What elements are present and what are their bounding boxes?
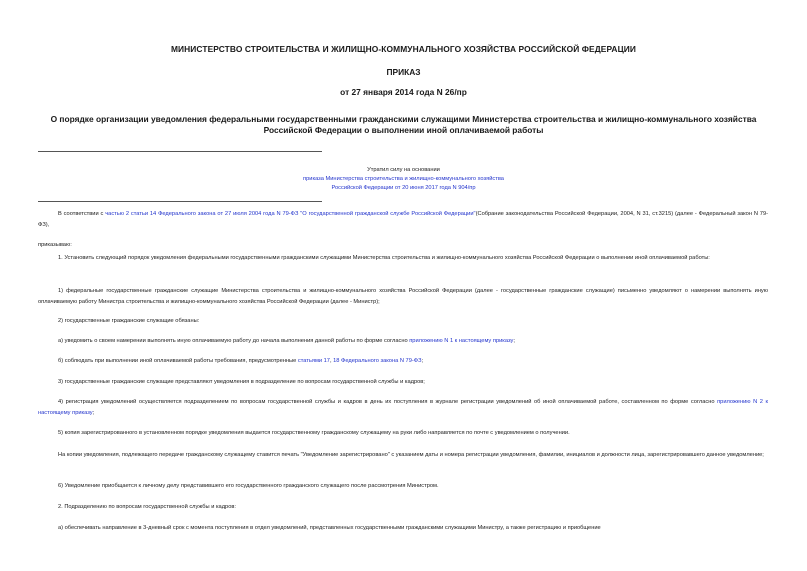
paragraph-1-4-text: 4) регистрация уведомлений осуществляется подразделением по вопросам государственной службы и кадров в день их поступления в журнале регистрации уведомлений об иной оплачиваемой работе, составленном по форме согласно	[58, 399, 718, 405]
paragraph-1-5-b: На копии уведомления, подлежащего передаче гражданскому служащему ставится печать "Уведомление зарегистрировано" с указанием даты и номера регистрации уведомления, фамилии, инициалов и должности лица, зарегистрировавшего данное уведомление;	[58, 452, 764, 458]
paragraph-1-2-b-text: б) соблюдать при выполнении иной оплачиваемой работы требования, предусмотренные	[58, 358, 298, 364]
paragraph-1-1: 1) федеральные государственные гражданские служащие Министерства строительства и жилищно-коммунального хозяйства Российской Федерации (далее - государственные гражданские служащие) письменно уведомляют о намерении выполнять иную оплачиваемую работу Министра строительства и жилищно-коммунального хозяйства Российской Федерации (далее - Министр);	[38, 288, 768, 305]
paragraph-1-2-b-sep: ,	[329, 358, 334, 364]
intro-text-pre: В соответствии с	[58, 211, 106, 217]
order-word: приказываю:	[38, 242, 72, 248]
status-note-line1: Утратил силу на основании	[367, 167, 440, 173]
paragraph-1-3: 3) государственные гражданские служащие представляют уведомления в подразделение по вопросам государственной службы и кадров;	[58, 379, 425, 385]
paragraph-1-6: 6) Уведомление приобщается к личному делу представившего его государственного гражданского служащего после рассмотрения Министром.	[58, 483, 439, 489]
paragraph-1-4	[38, 397, 768, 419]
paragraph-1-2: 2) государственные гражданские служащие обязаны:	[58, 318, 200, 324]
article-18-link[interactable]: 18 Федерального закона N 79-ФЗ	[333, 358, 422, 364]
intro-text-post: (Собрание законодательства Российской Федерации, 2004, N 31, ст.3215) (далее - Федеральный закон N 79-ФЗ),	[38, 211, 768, 228]
appendix-1-link[interactable]: приложению N 1 к настоящему приказу	[409, 338, 514, 344]
paragraph-2: 2. Подразделению по вопросам государственной службы и кадров:	[58, 504, 236, 510]
law-link-article-14[interactable]: частью 2 статьи 14 Федерального закона от 27 июля 2004 года N 79-ФЗ "О государственной гражданской службе Российской Федерации"	[105, 211, 476, 217]
article-17-link[interactable]: статьями 17	[297, 358, 330, 364]
paragraph-1-2-b	[38, 356, 768, 367]
appendix-2-link[interactable]: приложению N 2 к настоящему приказу	[38, 399, 768, 416]
paragraph-1-2-b-end: ;	[421, 358, 424, 364]
status-note-link-line2[interactable]: Российской Федерации от 20 июня 2017 года N 904/пр	[331, 185, 476, 191]
divider-top	[38, 151, 322, 152]
document-type-heading: ПРИКАЗ	[386, 67, 421, 77]
document-title: О порядке организации уведомления федеральными государственными гражданскими служащими Министерства строительства и жилищно-коммунального хозяйства Российской Федерации о выполнении иной оплачиваемой работы	[50, 114, 757, 135]
paragraph-1-2-a-text: а) уведомить о своем намерении выполнять иную оплачиваемую работу до начала выполнения данной работы по форме согласно	[58, 338, 410, 344]
paragraph-1-2-a-end: ;	[513, 338, 515, 344]
ministry-heading: МИНИСТЕРСТВО СТРОИТЕЛЬСТВА И ЖИЛИЩНО-КОММУНАЛЬНОГО ХОЗЯЙСТВА РОССИЙСКОЙ ФЕДЕРАЦИИ	[170, 44, 637, 54]
paragraph-1-5: 5) копия зарегистрированного в установленном порядке уведомления выдается государственному гражданскому служащему на руки либо направляется по почте с уведомлением о получении.	[58, 430, 570, 436]
paragraph-2-a: а) обеспечивать направление в 3-дневный срок с момента поступления в отдел уведомлений, представленных государственными гражданскими служащими Министру, а также регистрацию и приобщение	[58, 525, 601, 531]
paragraph-1-2-a	[38, 336, 768, 347]
intro-paragraph	[38, 209, 768, 231]
paragraph-1: 1. Установить следующий порядок уведомления федеральными государственными гражданскими служащими Министерства строительства и жилищно-коммунального хозяйства Российской Федерации о выполнении иной оплачиваемой работы:	[58, 255, 710, 261]
paragraph-1-4-end: ;	[92, 410, 95, 416]
status-note-link-line1[interactable]: приказа Министерства строительства и жилищно-коммунального хозяйства	[303, 176, 504, 182]
date-number-heading: от 27 января 2014 года N 26/пр	[340, 87, 467, 97]
divider-bottom	[38, 201, 322, 202]
